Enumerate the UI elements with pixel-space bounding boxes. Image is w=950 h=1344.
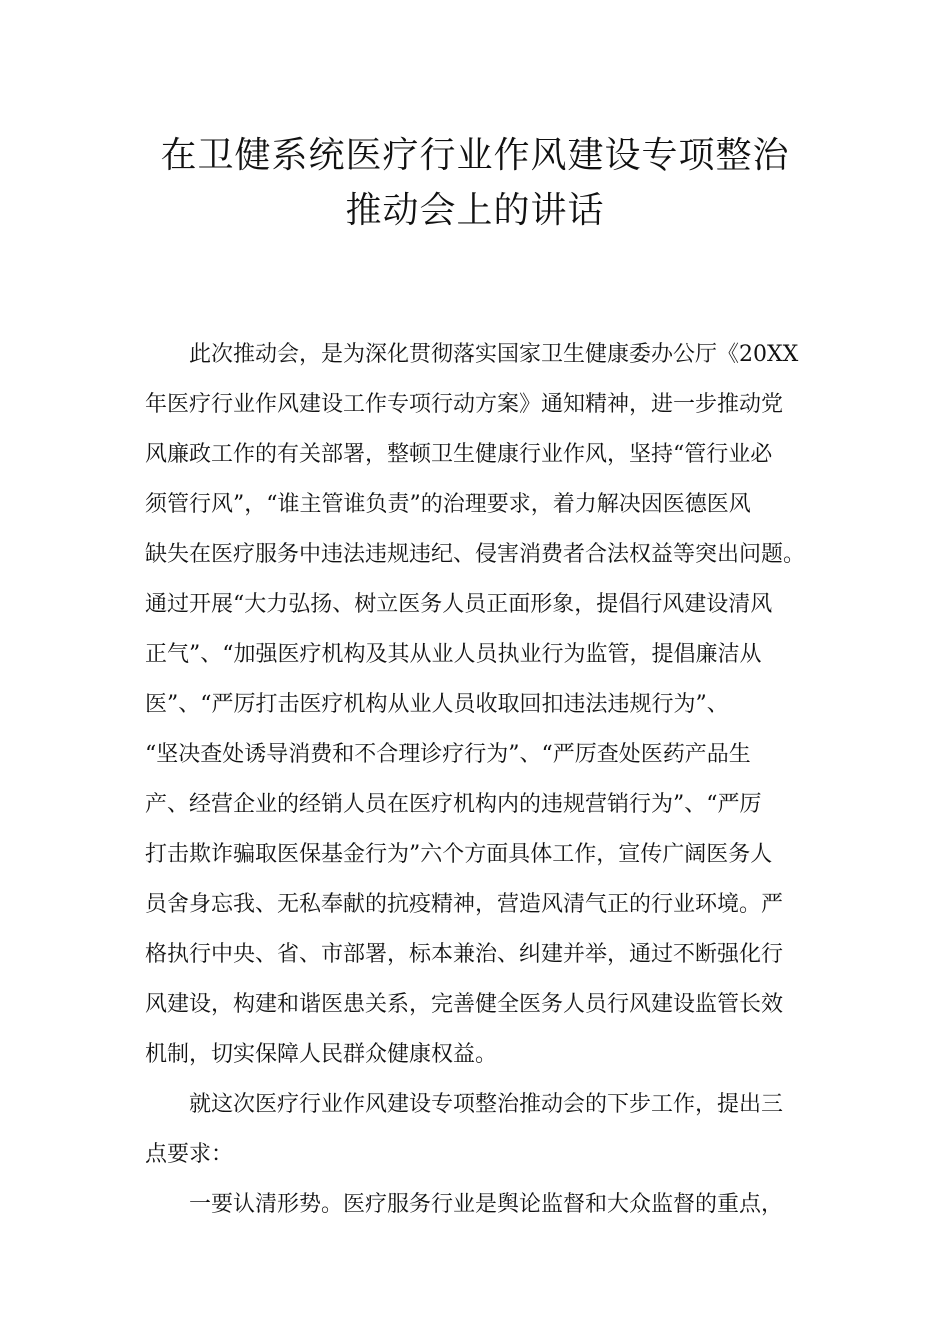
title-line-2: 推动会上的讲话 (345, 190, 605, 231)
paragraph-line: 风建设，构建和谐医患关系，完善健全医务人员行风建设监管长效 (145, 992, 784, 1017)
paragraph-line: 产、经营企业的经销人员在医疗机构内的违规营销行为”、“严厉 (145, 792, 762, 817)
document-title (100, 128, 850, 238)
paragraph-line: 机制，切实保障人民群众健康权益。 (145, 1042, 498, 1067)
paragraph-line: 须管行风”，“谁主管谁负责”的治理要求，着力解决因医德医风 (145, 492, 751, 517)
paragraph-line: 缺失在医疗服务中违法违规违纪、侵害消费者合法权益等突出问题。 (145, 542, 806, 567)
paragraph-line: 正气”、“加强医疗机构及其从业人员执业行为监管，提倡廉洁从 (145, 642, 762, 667)
paragraph-line: 员舍身忘我、无私奉献的抗疫精神，营造风清气正的行业环境。严 (145, 892, 784, 917)
paragraph-line: “坚决查处诱导消费和不合理诊疗行为”、“严厉查处医药产品生 (145, 742, 751, 767)
paragraph-line: 此次推动会，是为深化贯彻落实国家卫生健康委办公厅《20XX (189, 342, 799, 367)
paragraph-line: 年医疗行业作风建设工作专项行动方案》通知精神，进一步推动党 (145, 392, 784, 417)
title-line-1: 在卫健系统医疗行业作风建设专项整治 (160, 135, 790, 176)
paragraph-3 (145, 1180, 810, 1230)
paragraph-line: 就这次医疗行业作风建设专项整治推动会的下步工作，提出三 (189, 1092, 784, 1117)
paragraph-line: 风廉政工作的有关部署，整顿卫生健康行业作风，坚持“管行业必 (145, 442, 773, 467)
paragraph-line: 点要求： (145, 1142, 234, 1167)
document-body (145, 330, 810, 1230)
paragraph-line: 通过开展“大力弘扬、树立医务人员正面形象，提倡行风建设清风 (145, 592, 773, 617)
paragraph-line: 格执行中央、省、市部署，标本兼治、纠建并举，通过不断强化行 (145, 942, 784, 967)
paragraph-line: 一要认清形势。医疗服务行业是舆论监督和大众监督的重点， (189, 1192, 784, 1217)
paragraph-1 (145, 330, 810, 1080)
paragraph-line: 打击欺诈骗取医保基金行为”六个方面具体工作，宣传广阔医务人 (145, 842, 773, 867)
paragraph-line: 医”、“严厉打击医疗机构从业人员收取回扣违法违规行为”、 (145, 692, 729, 717)
paragraph-2 (145, 1080, 810, 1180)
